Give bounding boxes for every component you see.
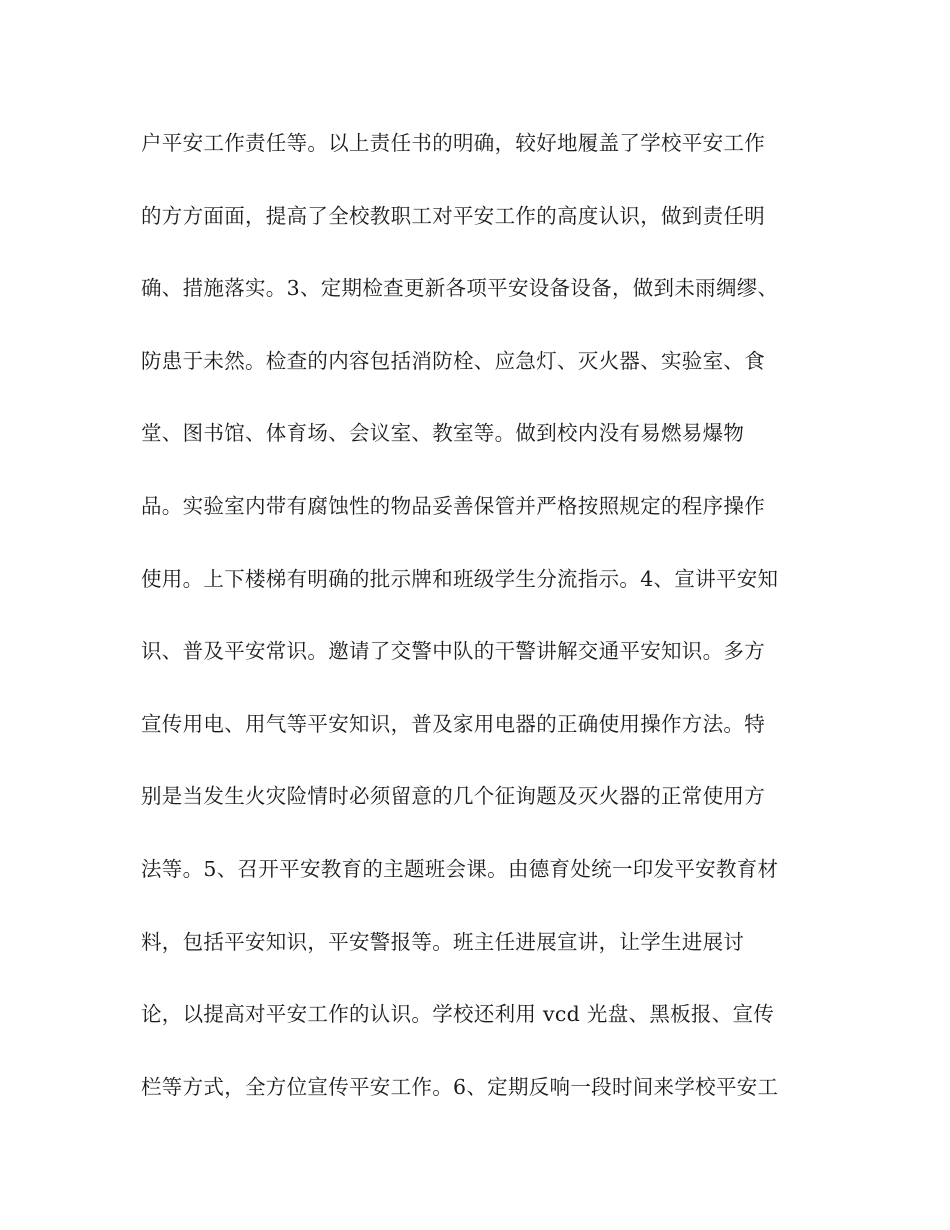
text-line: 料，包括平安知识，平安警报等。班主任进展宣讲，让学生进展讨 [141, 929, 745, 954]
text-line: 识、普及平安常识。邀请了交警中队的干警讲解交通平安知识。多方 [141, 639, 765, 664]
text-line: 论，以提高对平安工作的认识。学校还利用 vcd 光盘、黑板报、宣传 [141, 1002, 775, 1027]
text-line: 栏等方式，全方位宣传平安工作。6、定期反响一段时间来学校平安工 [141, 1074, 779, 1099]
text-line: 堂、图书馆、体育场、会议室、教室等。做到校内没有易燃易爆物 [141, 421, 745, 446]
text-line: 品。实验室内带有腐蚀性的物品妥善保管并严格按照规定的程序操作 [141, 493, 765, 518]
text-line: 法等。5、召开平安教育的主题班会课。由德育处统一印发平安教育材 [141, 856, 779, 881]
text-line: 防患于未然。检查的内容包括消防栓、应急灯、灭火器、实验室、食 [141, 348, 765, 373]
text-line: 确、措施落实。3、定期检查更新各项平安设备设备，做到未雨绸缪、 [141, 276, 779, 301]
text-line: 使用。上下楼梯有明确的批示牌和班级学生分流指示。4、宣讲平安知 [141, 566, 779, 591]
text-line: 户平安工作责任等。以上责任书的明确，较好地履盖了学校平安工作 [141, 131, 765, 155]
text-line: 的方方面面，提高了全校教职工对平安工作的高度认识，做到责任明 [141, 203, 765, 228]
text-line: 别是当发生火灾险情时必须留意的几个征询题及灭火器的正常使用方 [141, 784, 765, 809]
body-text [141, 120, 811, 1136]
text-line: 宣传用电、用气等平安知识，普及家用电器的正确使用操作方法。特 [141, 711, 765, 736]
